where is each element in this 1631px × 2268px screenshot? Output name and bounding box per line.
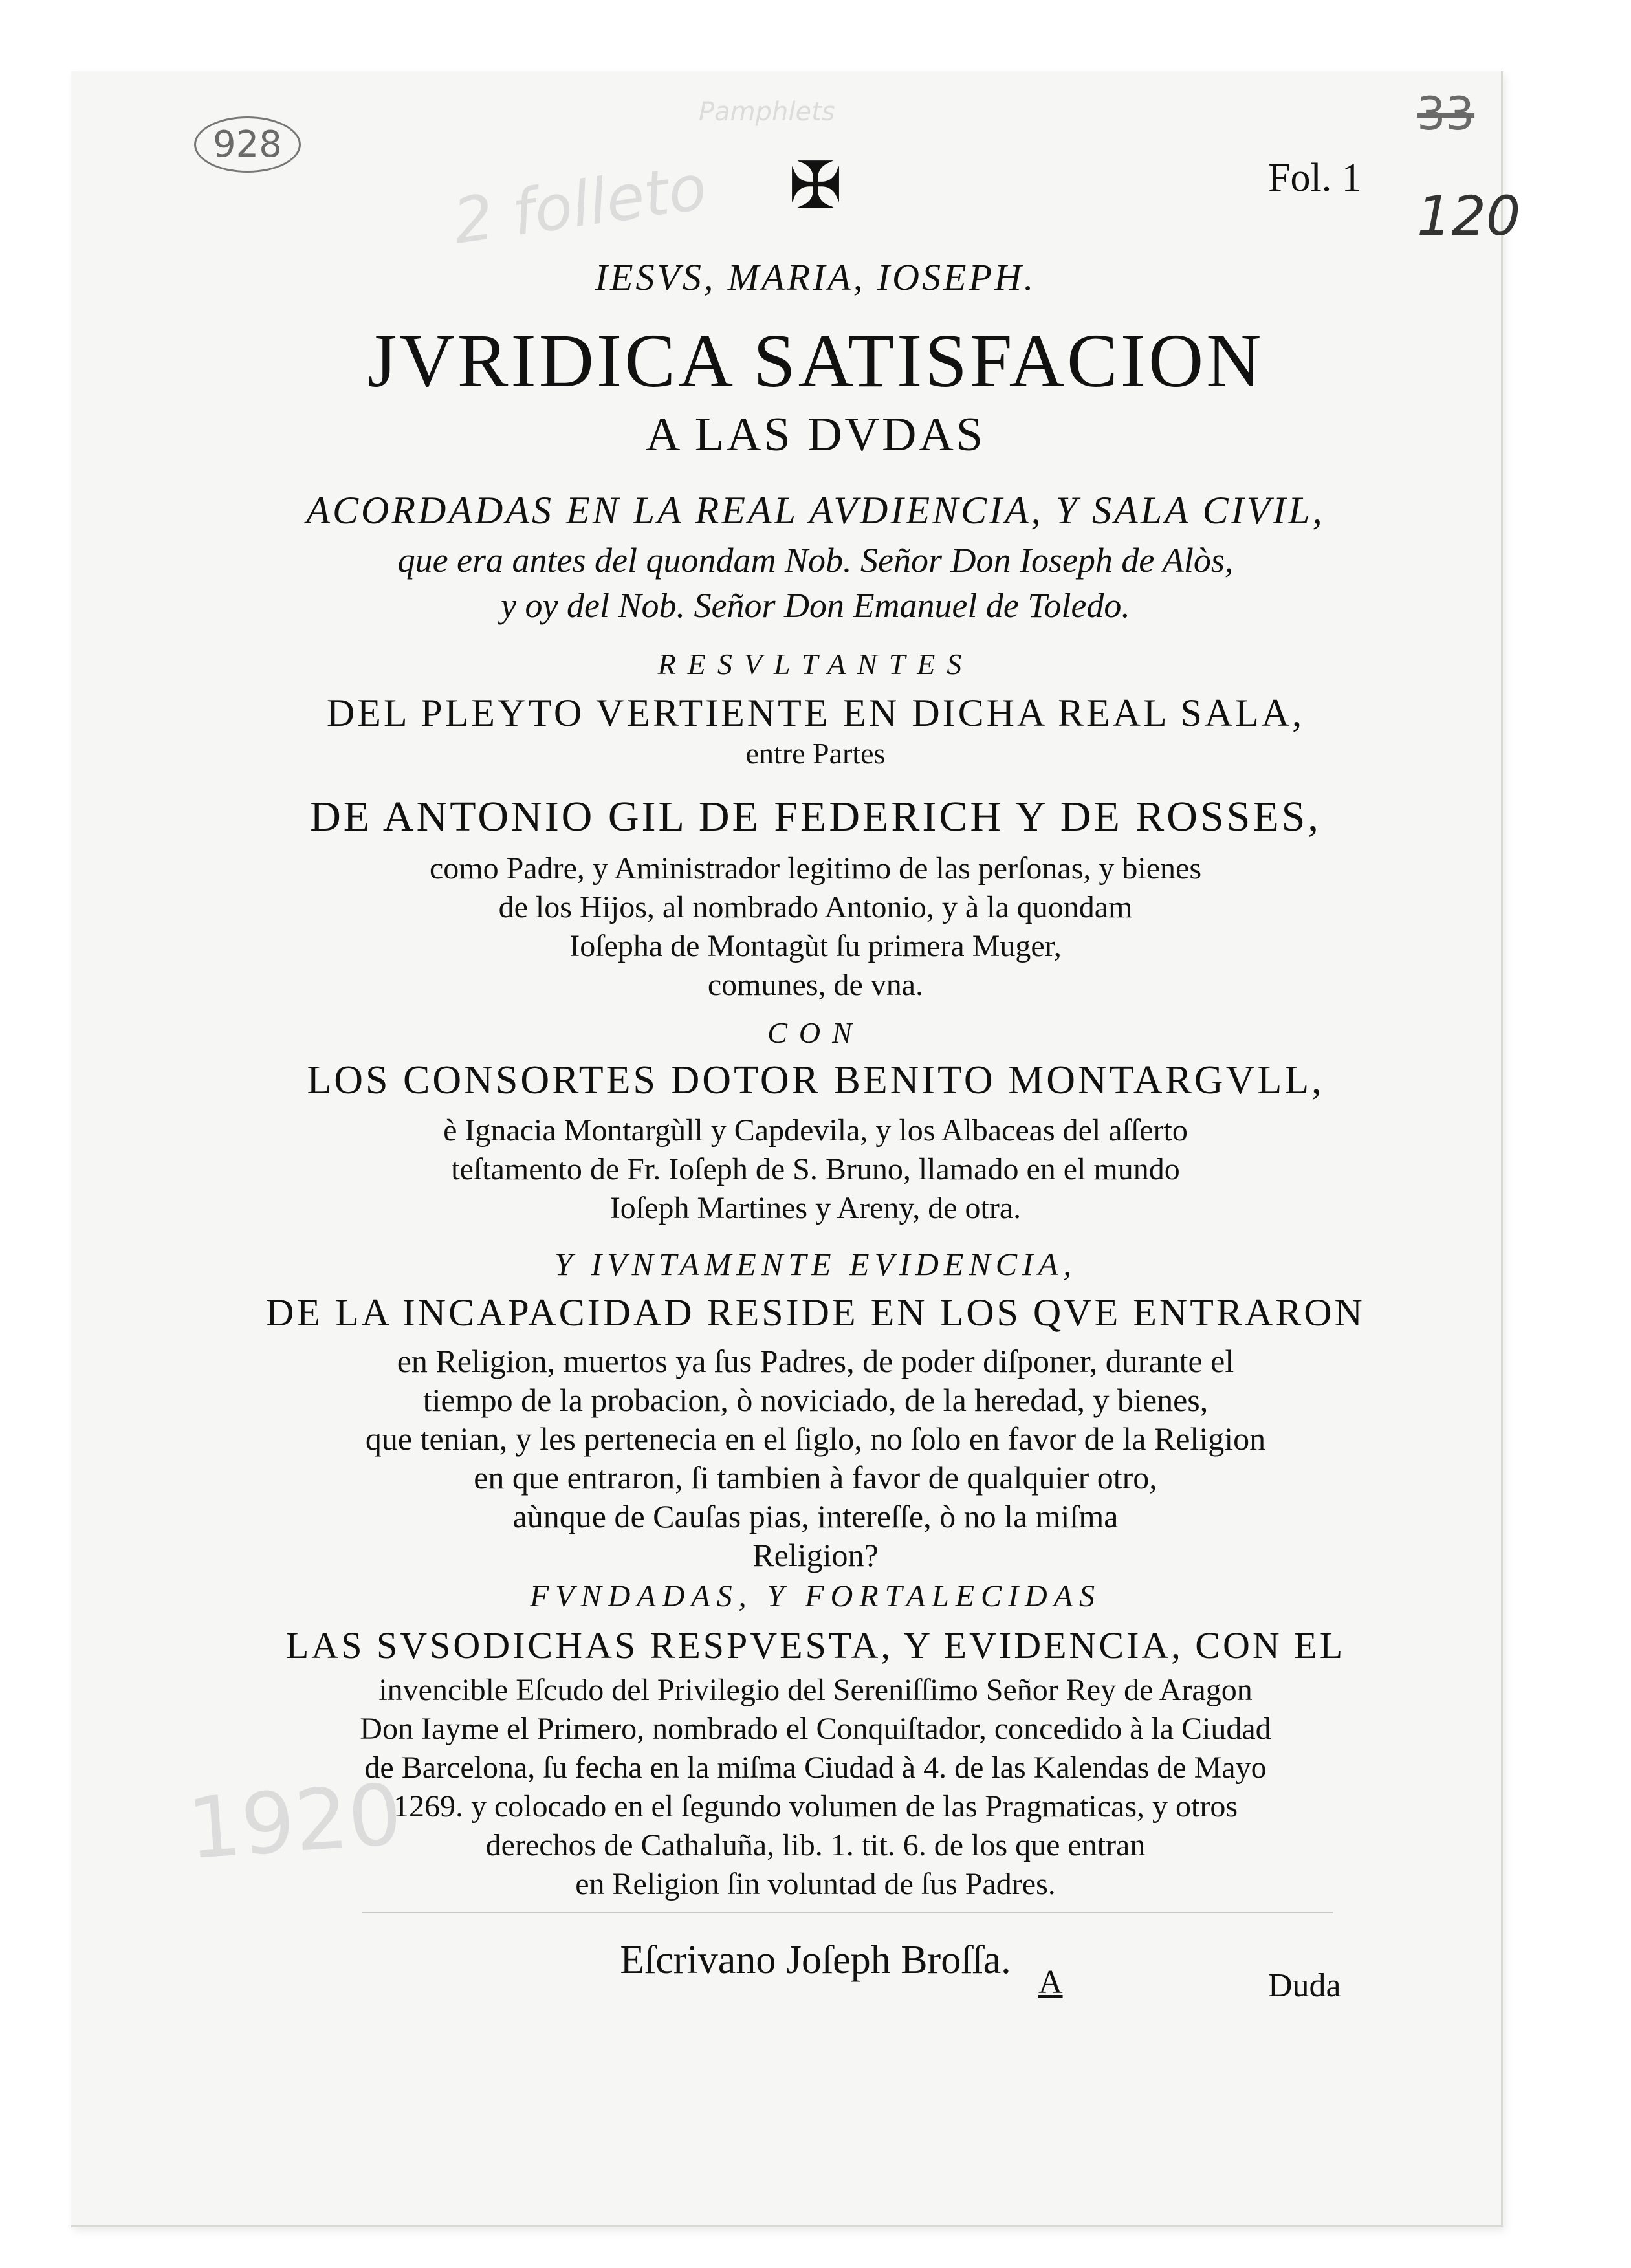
side-number-annotation: 1920 xyxy=(184,1765,405,1879)
evidencia-line: DE LA INCAPACIDAD RESIDE EN LOS QVE ENTRARON xyxy=(266,1291,1365,1334)
party-two-line: teſtamento de Fr. Ioſeph de S. Bruno, llamado en el mundo xyxy=(451,1152,1180,1186)
party-two-line: Ioſeph Martines y Areny, de otra. xyxy=(609,1191,1022,1225)
fundadas-line: invencible Eſcudo del Privilegio del Sereniſſimo Señor Rey de Aragon xyxy=(378,1673,1253,1707)
fundadas-line: de Barcelona, ſu fecha en la miſma Ciudad à 4. de las Kalendas de Mayo xyxy=(364,1750,1267,1785)
page-title: JVRIDICA SATISFACION xyxy=(367,318,1264,403)
scribe-name: Eſcrivano Joſeph Broſſa. xyxy=(620,1938,1011,1982)
fundadas-line: en Religion ſin voluntad de ſus Padres. xyxy=(575,1867,1056,1901)
resultantes-line: DEL PLEYTO VERTIENTE EN DICHA REAL SALA, xyxy=(326,692,1305,734)
evidencia-line: que tenian, y les pertenecia en el ſiglo, no ſolo en favor de la Religion xyxy=(365,1421,1266,1457)
evidencia-heading: Y IVNTAMENTE EVIDENCIA, xyxy=(554,1246,1077,1282)
folio-number: Fol. 1 xyxy=(1268,156,1362,200)
evidencia-line: en Religion, muertos ya ſus Padres, de poder diſponer, durante el xyxy=(397,1343,1234,1379)
fundadas-line: Don Iayme el Primero, nombrado el Conquiſtador, concedido à la Ciudad xyxy=(360,1712,1271,1746)
fundadas-heading: FVNDADAS, Y FORTALECIDAS xyxy=(529,1579,1102,1613)
evidencia-line: en que entraron, ſi tambien à favor de qualquier otro, xyxy=(474,1459,1157,1496)
signature-mark: A xyxy=(1038,1964,1063,2001)
party-one-line: de los Hijos, al nombrado Antonio, y à la quondam xyxy=(498,890,1133,924)
pamphlet-note: Pamphlets xyxy=(699,97,835,127)
cross-mark: ✠ xyxy=(788,150,843,222)
invocation: IESVS, MARIA, IOSEPH. xyxy=(595,256,1036,298)
evidencia-line: tiempo de la probacion, ò noviciado, de la heredad, y bienes, xyxy=(422,1382,1209,1418)
intro-line: que era antes del quondam Nob. Señor Don Ioseph de Alòs, xyxy=(397,541,1234,580)
intro-line: y oy del Nob. Señor Don Emanuel de Toledo. xyxy=(501,586,1130,625)
footer-divider xyxy=(362,1912,1333,1913)
crossed-number: 33 xyxy=(1417,87,1475,140)
party-one-line: como Padre, y Aministrador legitimo de las perſonas, y bienes xyxy=(429,851,1202,886)
fundadas-line: 1269. y colocado en el ſegundo volumen de las Pragmaticas, y otros xyxy=(393,1789,1238,1824)
intro-line: ACORDADAS EN LA REAL AVDIENCIA, Y SALA CIVIL, xyxy=(306,489,1325,532)
evidencia-line: Religion? xyxy=(752,1537,879,1573)
folder-note: 2 folleto xyxy=(449,151,711,258)
resultantes-heading: RESVLTANTES xyxy=(657,648,974,681)
party-two-name: LOS CONSORTES DOTOR BENITO MONTARGVLL, xyxy=(307,1058,1324,1102)
page-number-annotation: 120 xyxy=(1417,184,1521,248)
party-two-line: è Ignacia Montargùll y Capdevila, y los Albaceas del aſſerto xyxy=(443,1113,1188,1148)
evidencia-line: aùnque de Cauſas pias, intereſſe, ò no la miſma xyxy=(512,1498,1119,1534)
fundadas-line: LAS SVSODICHAS RESPVESTA, Y EVIDENCIA, CON EL xyxy=(285,1624,1346,1666)
party-one-name: DE ANTONIO GIL DE FEDERICH Y DE ROSSES, xyxy=(310,793,1321,840)
fundadas-line: derechos de Cathaluña, lib. 1. tit. 6. de los que entran xyxy=(485,1828,1146,1862)
catchword: Duda xyxy=(1268,1967,1341,2004)
con-heading: CON xyxy=(767,1016,864,1049)
page-subtitle: A LAS DVDAS xyxy=(645,408,986,461)
party-one-line: Ioſepha de Montagùt ſu primera Muger, xyxy=(569,929,1062,963)
archive-number-stamp: 928 xyxy=(194,116,301,173)
resultantes-line: entre Partes xyxy=(745,737,886,770)
party-one-line: comunes, de vna. xyxy=(707,968,924,1002)
